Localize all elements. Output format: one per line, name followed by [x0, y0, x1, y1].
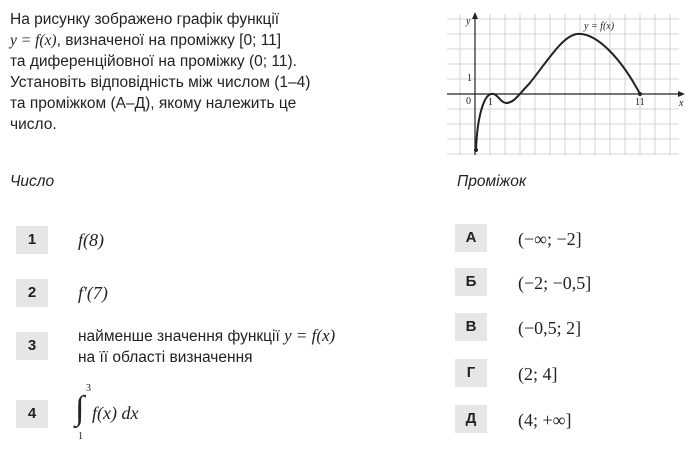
- number-expr-3: [78, 325, 335, 368]
- function-graph: [447, 10, 687, 155]
- statement-line-4: Установіть відповідність між числом (1–4): [10, 74, 311, 91]
- function-label: y = f(x): [584, 21, 615, 32]
- interval-box-d: Д: [455, 405, 487, 433]
- integral-lower-limit: 1: [78, 431, 83, 442]
- x-tick-1: 1: [488, 97, 493, 108]
- y-axis-arrow: [472, 12, 478, 19]
- statement-line-6: число.: [10, 116, 57, 133]
- x-tick-11: 11: [635, 97, 645, 108]
- number-expr-3-line2: на її області визначення: [78, 349, 253, 366]
- interval-box-v: В: [455, 313, 487, 341]
- integral-sign: ∫: [75, 390, 85, 427]
- interval-box-g: Г: [455, 359, 487, 387]
- statement-function: y = f(x): [10, 32, 57, 49]
- y-axis-label: y: [466, 16, 471, 27]
- problem-statement: [10, 9, 410, 135]
- number-expr-2: f'(7): [78, 283, 108, 303]
- interval-value-v: (−0,5; 2]: [518, 318, 582, 338]
- origin-label: 0: [466, 96, 471, 107]
- function-curve: [476, 34, 640, 150]
- number-expr-3-line1: [78, 325, 335, 347]
- interval-value-g: (2; 4]: [518, 364, 558, 384]
- statement-line-3: та диференційовної на проміжку (0; 11).: [10, 53, 297, 70]
- curve-end-point: [638, 92, 642, 96]
- number-box-1: 1: [16, 226, 48, 254]
- integral-upper-limit: 3: [86, 383, 91, 394]
- interval-value-a: (−∞; −2]: [518, 229, 582, 249]
- number-expr-1: f(8): [78, 230, 104, 250]
- integrand: f(x) dx: [92, 403, 139, 423]
- interval-value-d: (4; +∞]: [518, 410, 572, 430]
- intervals-column-header: Проміжок: [457, 173, 527, 190]
- number-expr-4: [72, 385, 192, 445]
- interval-box-a: А: [455, 224, 487, 252]
- number-box-3: 3: [16, 332, 48, 360]
- number-box-2: 2: [16, 279, 48, 307]
- statement-line-1: На рисунку зображено графік функції: [10, 11, 280, 28]
- x-axis-arrow: [678, 91, 685, 97]
- number-expr-3-math: y = f(x): [284, 326, 336, 345]
- numbers-column-header: Число: [10, 173, 55, 190]
- curve-start-point: [474, 148, 478, 152]
- number-expr-3-text: найменше значення функції: [78, 328, 280, 345]
- statement-line-2: [10, 30, 410, 51]
- statement-line-5: та проміжком (А–Д), якому належить це: [10, 95, 297, 112]
- statement-domain-text: , визначеної на проміжку [0; 11]: [56, 32, 282, 49]
- interval-value-b: (−2; −0,5]: [518, 273, 592, 293]
- interval-box-b: Б: [455, 268, 487, 296]
- grid: [447, 14, 679, 155]
- number-box-4: 4: [16, 400, 48, 428]
- x-axis-label: x: [679, 98, 684, 109]
- y-tick-1: 1: [467, 73, 472, 84]
